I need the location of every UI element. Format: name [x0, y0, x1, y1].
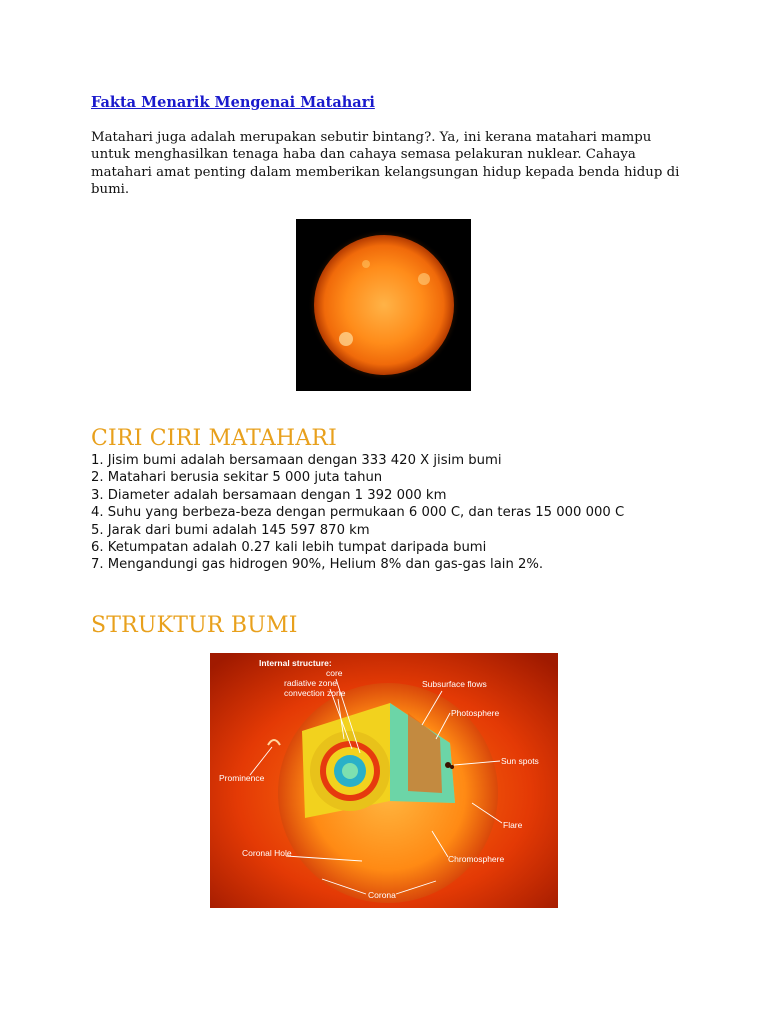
label-flare: Flare	[503, 820, 523, 830]
intro-paragraph	[91, 129, 691, 199]
label-radiative-zone: radiative zone	[284, 678, 337, 688]
label-convection-zone: convection zone	[284, 688, 346, 698]
section-heading-struktur: STRUKTUR BUMI	[91, 613, 298, 638]
label-core: core	[326, 668, 343, 678]
list-item: 5. Jarak dari bumi adalah 145 597 870 km	[91, 522, 370, 538]
intro-line: Matahari juga adalah merupakan sebutir bintang?. Ya, ini kerana matahari mampu	[91, 130, 652, 145]
list-item: 3. Diameter adalah bersamaan dengan 1 392 000 km	[91, 487, 447, 503]
label-corona: Corona	[368, 890, 396, 900]
sun-photo	[296, 219, 471, 391]
list-item: 1. Jisim bumi adalah bersamaan dengan 333 420 X jisim bumi	[91, 453, 502, 468]
label-subsurface-flows: Subsurface flows	[422, 679, 487, 689]
label-coronal-hole: Coronal Hole	[242, 848, 292, 858]
label-sun-spots: Sun spots	[501, 756, 539, 766]
intro-line: matahari amat penting dalam memberikan kelangsungan hidup kepada benda hidup di	[91, 164, 680, 180]
list-item: 4. Suhu yang berbeza-beza dengan permukaan 6 000 C, dan teras 15 000 000 C	[91, 505, 625, 521]
facts-list	[91, 452, 624, 574]
section-heading-ciri: CIRI CIRI MATAHARI	[91, 426, 338, 451]
label-chromosphere: Chromosphere	[448, 854, 505, 864]
list-item: 2. Matahari berusia sekitar 5 000 juta tahun	[91, 470, 383, 486]
list-item: 6. Ketumpatan adalah 0.27 kali lebih tumpat daripada bumi	[91, 540, 487, 556]
label-photosphere: Photosphere	[451, 708, 500, 718]
label-prominence: Prominence	[219, 773, 265, 783]
sun-structure-diagram	[210, 653, 558, 908]
diagram-title: Internal structure:	[259, 658, 332, 668]
article-title-link[interactable]: Fakta Menarik Mengenai Matahari	[91, 94, 375, 111]
list-item: 7. Mengandungi gas hidrogen 90%, Helium 8% dan gas-gas lain 2%.	[91, 557, 544, 573]
intro-line: bumi.	[91, 182, 130, 198]
intro-line: untuk menghasilkan tenaga haba dan cahaya semasa pelakuran nuklear. Cahaya	[91, 147, 636, 163]
